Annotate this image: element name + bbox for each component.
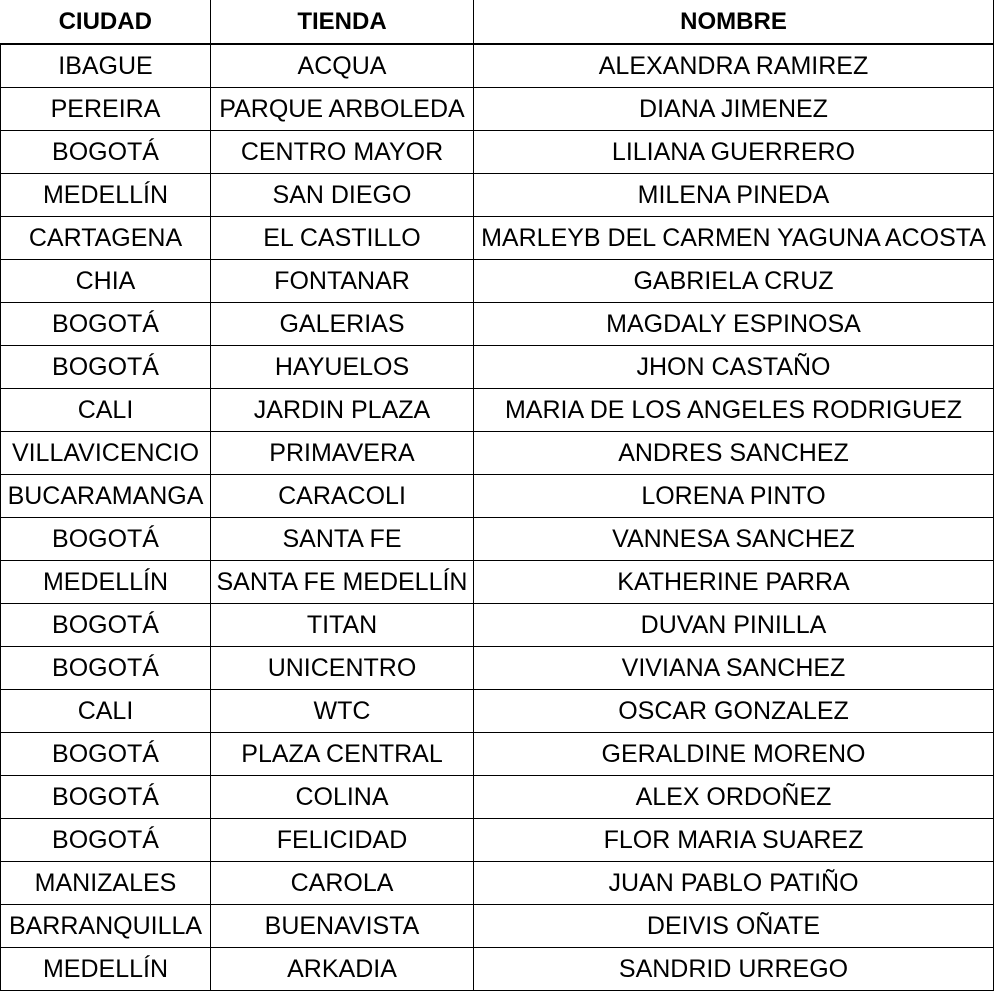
cell-tienda: SAN DIEGO [211,174,474,217]
cell-tienda: GALERIAS [211,303,474,346]
table-row [1,948,994,991]
cell-tienda: FELICIDAD [211,819,474,862]
cell-ciudad: MEDELLÍN [1,948,211,991]
table-row [1,905,994,948]
cell-tienda: WTC [211,690,474,733]
cell-ciudad: CHIA [1,260,211,303]
cell-nombre: OSCAR GONZALEZ [474,690,994,733]
cell-nombre: JUAN PABLO PATIÑO [474,862,994,905]
table-row [1,475,994,518]
cell-tienda: EL CASTILLO [211,217,474,260]
table-row [1,303,994,346]
cell-nombre: ANDRES SANCHEZ [474,432,994,475]
table-row [1,432,994,475]
cell-nombre: MARLEYB DEL CARMEN YAGUNA ACOSTA [474,217,994,260]
cell-nombre: MILENA PINEDA [474,174,994,217]
cell-nombre: LORENA PINTO [474,475,994,518]
cell-tienda: JARDIN PLAZA [211,389,474,432]
table-row [1,690,994,733]
cell-nombre: FLOR MARIA SUAREZ [474,819,994,862]
table-row [1,88,994,131]
table-row [1,346,994,389]
cell-tienda: ARKADIA [211,948,474,991]
cell-ciudad: BOGOTÁ [1,518,211,561]
cell-ciudad: BARRANQUILLA [1,905,211,948]
cell-tienda: PARQUE ARBOLEDA [211,88,474,131]
table-row [1,44,994,88]
column-header-ciudad: CIUDAD [1,0,211,44]
cell-nombre: DUVAN PINILLA [474,604,994,647]
cell-tienda: COLINA [211,776,474,819]
table-row [1,131,994,174]
cell-ciudad: BOGOTÁ [1,647,211,690]
cell-nombre: GERALDINE MORENO [474,733,994,776]
table-row [1,733,994,776]
cell-tienda: ACQUA [211,44,474,88]
table-row [1,389,994,432]
table-row [1,819,994,862]
cell-ciudad: BOGOTÁ [1,733,211,776]
cell-ciudad: MEDELLÍN [1,561,211,604]
column-header-tienda: TIENDA [211,0,474,44]
cell-ciudad: VILLAVICENCIO [1,432,211,475]
cell-tienda: CARACOLI [211,475,474,518]
cell-tienda: UNICENTRO [211,647,474,690]
cell-nombre: VIVIANA SANCHEZ [474,647,994,690]
table-row [1,518,994,561]
cell-nombre: MARIA DE LOS ANGELES RODRIGUEZ [474,389,994,432]
cell-ciudad: BOGOTÁ [1,604,211,647]
column-header-nombre: NOMBRE [474,0,994,44]
cell-nombre: ALEX ORDOÑEZ [474,776,994,819]
cell-ciudad: CARTAGENA [1,217,211,260]
cell-nombre: SANDRID URREGO [474,948,994,991]
table-row [1,174,994,217]
cell-tienda: BUENAVISTA [211,905,474,948]
header-row [1,0,994,44]
cell-ciudad: IBAGUE [1,44,211,88]
cell-tienda: HAYUELOS [211,346,474,389]
cell-tienda: CENTRO MAYOR [211,131,474,174]
cell-tienda: PLAZA CENTRAL [211,733,474,776]
cell-nombre: DIANA JIMENEZ [474,88,994,131]
cell-nombre: DEIVIS OÑATE [474,905,994,948]
cell-nombre: GABRIELA CRUZ [474,260,994,303]
cell-nombre: ALEXANDRA RAMIREZ [474,44,994,88]
table-row [1,561,994,604]
cell-ciudad: MEDELLÍN [1,174,211,217]
cell-nombre: KATHERINE PARRA [474,561,994,604]
cell-ciudad: BOGOTÁ [1,346,211,389]
cell-nombre: LILIANA GUERRERO [474,131,994,174]
table-body [1,44,994,991]
cell-ciudad: BOGOTÁ [1,131,211,174]
table-row [1,217,994,260]
table-row [1,647,994,690]
cell-tienda: CAROLA [211,862,474,905]
cell-ciudad: BUCARAMANGA [1,475,211,518]
cell-ciudad: PEREIRA [1,88,211,131]
table-row [1,776,994,819]
cell-tienda: PRIMAVERA [211,432,474,475]
cell-nombre: MAGDALY ESPINOSA [474,303,994,346]
cell-tienda: SANTA FE MEDELLÍN [211,561,474,604]
cell-nombre: VANNESA SANCHEZ [474,518,994,561]
cell-ciudad: MANIZALES [1,862,211,905]
cell-nombre: JHON CASTAÑO [474,346,994,389]
cell-ciudad: BOGOTÁ [1,776,211,819]
cell-ciudad: BOGOTÁ [1,819,211,862]
cell-tienda: SANTA FE [211,518,474,561]
cell-ciudad: CALI [1,690,211,733]
cell-ciudad: CALI [1,389,211,432]
cell-tienda: TITAN [211,604,474,647]
table-row [1,862,994,905]
cell-ciudad: BOGOTÁ [1,303,211,346]
table-row [1,260,994,303]
cell-tienda: FONTANAR [211,260,474,303]
table-row [1,604,994,647]
